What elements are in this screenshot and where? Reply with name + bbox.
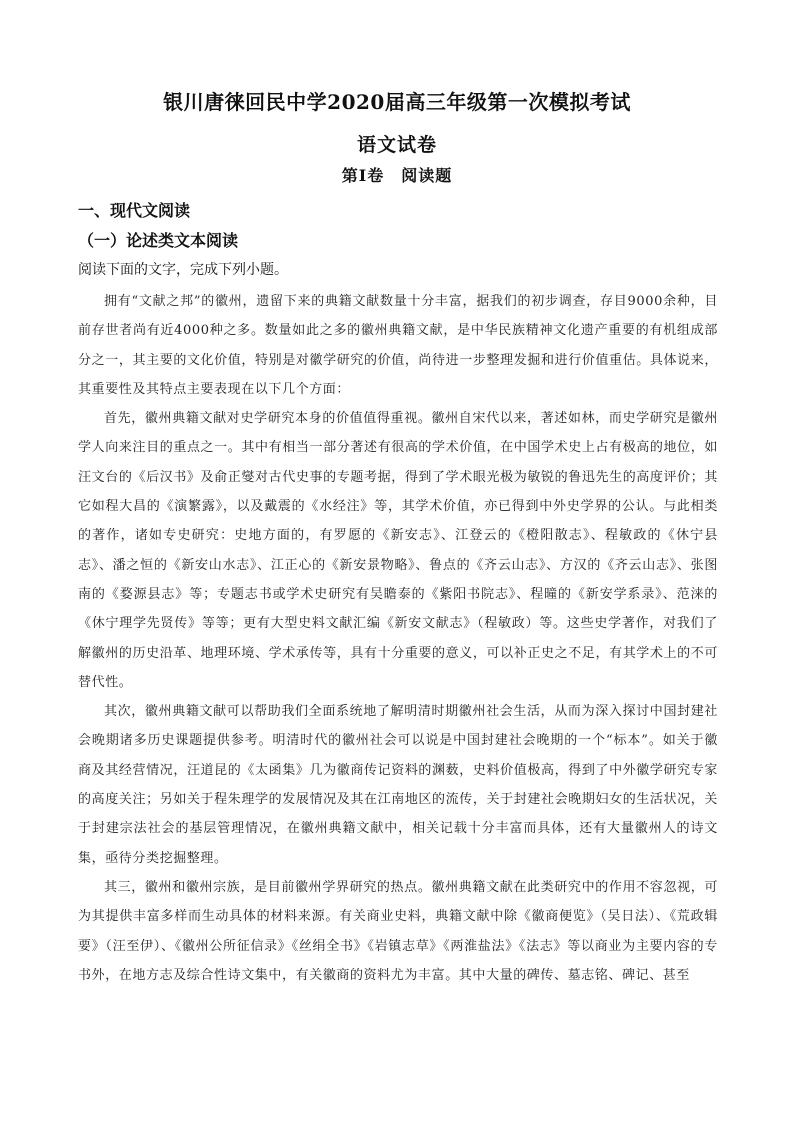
school-exam-title: 银川唐徕回民中学2020届高三年级第一次模拟考试 — [163, 90, 631, 114]
reading-instruction: 阅读下面的文字，完成下列小题。 — [78, 262, 288, 278]
passage-paragraph-4: 其三，徽州和徽州宗族，是目前徽州学界研究的热点。徽州典籍文献在此类研究中的作用不容忽视，可为其提供丰富多样而生动具体的材料来源。有关商业史料，典籍文献中除《徽商便览》（吴日法）、《荒政辑要》（汪至伊）、《徽州公所征信录》《丝绢全书》《岩镇志草》《两淮盐法》《法志》等以商业为主要内容的专书外，在地方志及综合性诗文集中，有关徽商的资料尤为丰富。其中大量的碑传、墓志铭、碑记、甚至 — [78, 879, 718, 983]
section-heading: 一、现代文阅读 — [78, 201, 191, 220]
passage-paragraph-1: 拥有“文献之邦”的徽州，遗留下来的典籍文献数量十分丰富，据我们的初步调查，存目9000余种，目前存世者尚有近4000种之多。数量如此之多的徽州典籍文献，是中华民族精神文化遗产重要的有机组成部分之一，其主要的文化价值，特别是对徽学研究的价值，尚待进一步整理发掘和进行价值重估。具体说来，其重要性及其特点主要表现在以下几个方面： — [78, 294, 718, 397]
passage-paragraph-2: 首先，徽州典籍文献对史学研究本身的价值值得重视。徽州自宋代以来，著述如林，而史学研究是徽州学人向来注目的重点之一。其中有相当一部分著述有很高的学术价值，在中国学术史上占有极高的地位，如汪文台的《后汉书》及俞正燮对古代史事的专题考据，得到了学术眼光极为敏锐的鲁迅先生的高度评价；其它如程大昌的《演繁露》，以及戴震的《水经注》等，其学术价值，亦已得到中外史学界的公认。与此相类的著作，诸如专史研究：史地方面的，有罗愿的《新安志》、江登云的《橙阳散志》、程敏政的《休宁县志》、潘之恒的《新安山水志》、江正心的《新安景物略》、鲁点的《齐云山志》、方汉的《齐云山志》、张图南的《婺源县志》等；专题志书或学术史研究有吴瞻泰的《紫阳书院志》、程曈的《新安学系录》、范涞的《休宁理学先贤传》等等；更有大型史料文献汇编《新安文献志》（程敏政）等。这些史学著作，对我们了解徽州的历史沿革、地理环境、学术承传等，具有十分重要的意义，可以补正史之不足，有其学术上的不可替代性。 — [78, 411, 718, 690]
subsection-heading: （一）论述类文本阅读 — [78, 231, 239, 250]
paper-title: 语文试卷 — [356, 134, 437, 156]
passage-paragraph-3: 其次，徽州典籍文献可以帮助我们全面系统地了解明清时期徽州社会生活，从而为深入探讨中国封建社会晚期诸多历史课题提供参考。明清时代的徽州社会可以说是中国封建社会晚期的一个“标本”。如关于徽商及其经营情况，汪道昆的《太函集》几为徽商传记资料的渊薮，史料价值极高，得到了中外徽学研究专家的高度关注；另如关于程朱理学的发展情况及其在江南地区的流传，关于封建社会晚期妇女的生活状况，关于封建宗法社会的基层管理情况，在徽州典籍文献中，相关记载十分丰富而具体，还有大量徽州人的诗文集，亟待分类挖掘整理。 — [78, 704, 718, 866]
volume-title: 第Ⅰ卷 阅读题 — [341, 166, 453, 185]
passage-body — [78, 287, 718, 990]
